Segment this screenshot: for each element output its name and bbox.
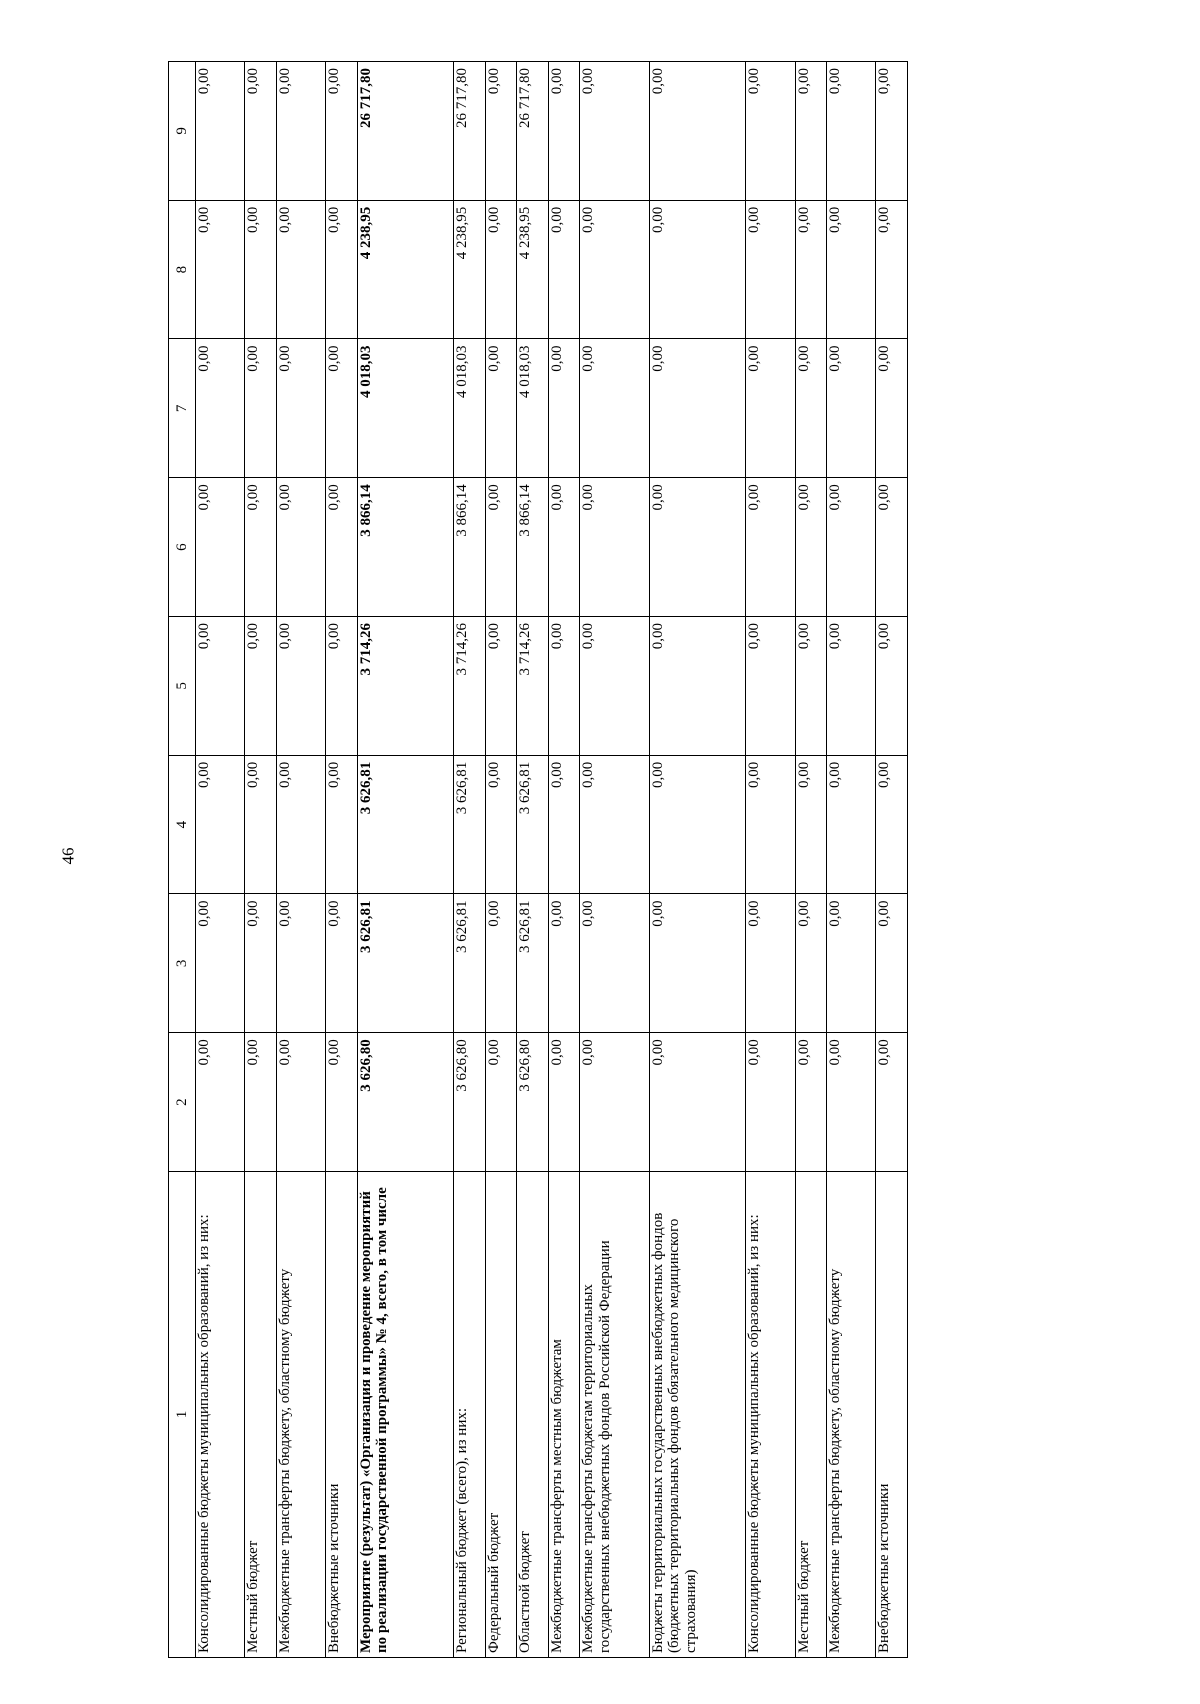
column-header: 2	[169, 1033, 196, 1172]
value-cell: 4 238,95	[454, 200, 485, 339]
header-row	[169, 62, 196, 1658]
budget-table	[168, 61, 908, 1658]
value-cell: 0,00	[485, 755, 516, 894]
value-cell: 0,00	[276, 1033, 325, 1172]
value-cell: 0,00	[795, 339, 826, 478]
value-cell: 0,00	[827, 478, 876, 617]
value-cell: 0,00	[548, 478, 579, 617]
column-header: 3	[169, 894, 196, 1033]
value-cell: 4 238,95	[517, 200, 548, 339]
value-cell: 0,00	[485, 617, 516, 756]
row-label: Консолидированные бюджеты муниципальных образований, из них:	[196, 1172, 245, 1658]
value-cell: 0,00	[196, 1033, 245, 1172]
value-cell: 3 626,80	[454, 1033, 485, 1172]
value-cell: 0,00	[580, 339, 650, 478]
value-cell: 0,00	[245, 62, 276, 201]
value-cell: 3 866,14	[517, 478, 548, 617]
value-cell: 0,00	[649, 617, 746, 756]
table-row	[326, 62, 357, 1658]
value-cell: 0,00	[326, 894, 357, 1033]
value-cell: 0,00	[548, 617, 579, 756]
value-cell: 0,00	[649, 755, 746, 894]
value-cell: 3 626,81	[517, 894, 548, 1033]
value-cell: 3 626,81	[454, 755, 485, 894]
value-cell: 0,00	[548, 339, 579, 478]
value-cell: 0,00	[876, 478, 908, 617]
table-body	[196, 62, 908, 1658]
value-cell: 0,00	[276, 200, 325, 339]
table-row	[485, 62, 516, 1658]
row-label: Бюджеты территориальных государственных внебюджетных фондов (бюджетных территориальных фондов обязательного медицинского страхования)	[649, 1172, 746, 1658]
value-cell: 3 714,26	[357, 617, 454, 756]
value-cell: 0,00	[795, 478, 826, 617]
value-cell: 3 626,80	[357, 1033, 454, 1172]
value-cell: 0,00	[580, 62, 650, 201]
row-label: Местный бюджет	[795, 1172, 826, 1658]
value-cell: 0,00	[245, 478, 276, 617]
value-cell: 0,00	[649, 62, 746, 201]
value-cell: 3 714,26	[454, 617, 485, 756]
value-cell: 0,00	[580, 478, 650, 617]
value-cell: 0,00	[245, 755, 276, 894]
value-cell: 0,00	[196, 62, 245, 201]
row-label: Межбюджетные трансферты бюджетам территориальных государственных внебюджетных фондов Российской Федерации	[580, 1172, 650, 1658]
value-cell: 0,00	[196, 755, 245, 894]
value-cell: 0,00	[746, 755, 795, 894]
value-cell: 0,00	[245, 1033, 276, 1172]
value-cell: 0,00	[876, 617, 908, 756]
row-label: Региональный бюджет (всего), из них:	[454, 1172, 485, 1658]
value-cell: 0,00	[196, 478, 245, 617]
value-cell: 0,00	[485, 1033, 516, 1172]
value-cell: 0,00	[649, 339, 746, 478]
row-label: Внебюджетные источники	[326, 1172, 357, 1658]
value-cell: 0,00	[795, 894, 826, 1033]
value-cell: 3 626,81	[454, 894, 485, 1033]
value-cell: 0,00	[746, 62, 795, 201]
value-cell: 0,00	[196, 339, 245, 478]
row-label: Внебюджетные источники	[876, 1172, 908, 1658]
value-cell: 3 714,26	[517, 617, 548, 756]
value-cell: 0,00	[326, 617, 357, 756]
value-cell: 4 018,03	[517, 339, 548, 478]
value-cell: 0,00	[580, 200, 650, 339]
value-cell: 0,00	[746, 339, 795, 478]
value-cell: 0,00	[746, 200, 795, 339]
value-cell: 4 238,95	[357, 200, 454, 339]
column-header: 1	[169, 1172, 196, 1658]
row-label: Консолидированные бюджеты муниципальных образований, из них:	[746, 1172, 795, 1658]
value-cell: 0,00	[580, 1033, 650, 1172]
value-cell: 0,00	[795, 62, 826, 201]
value-cell: 0,00	[548, 200, 579, 339]
value-cell: 0,00	[795, 755, 826, 894]
value-cell: 0,00	[580, 617, 650, 756]
value-cell: 0,00	[245, 339, 276, 478]
value-cell: 0,00	[876, 200, 908, 339]
value-cell: 0,00	[876, 62, 908, 201]
value-cell: 26 717,80	[357, 62, 454, 201]
value-cell: 0,00	[795, 200, 826, 339]
table-row	[245, 62, 276, 1658]
value-cell: 0,00	[276, 617, 325, 756]
value-cell: 0,00	[326, 1033, 357, 1172]
value-cell: 0,00	[876, 339, 908, 478]
value-cell: 0,00	[746, 617, 795, 756]
table-row	[827, 62, 876, 1658]
table-row	[357, 62, 454, 1658]
value-cell: 0,00	[649, 478, 746, 617]
value-cell: 0,00	[485, 62, 516, 201]
column-header: 5	[169, 617, 196, 756]
value-cell: 0,00	[326, 478, 357, 617]
column-header: 7	[169, 339, 196, 478]
value-cell: 0,00	[326, 755, 357, 894]
table-row	[196, 62, 245, 1658]
value-cell: 0,00	[876, 1033, 908, 1172]
row-label: Местный бюджет	[245, 1172, 276, 1658]
value-cell: 0,00	[276, 478, 325, 617]
page-number: 46	[58, 847, 78, 865]
value-cell: 0,00	[276, 339, 325, 478]
table-row	[454, 62, 485, 1658]
value-cell: 0,00	[276, 755, 325, 894]
value-cell: 3 626,80	[517, 1033, 548, 1172]
table-row	[746, 62, 795, 1658]
table-row	[795, 62, 826, 1658]
value-cell: 0,00	[827, 1033, 876, 1172]
value-cell: 0,00	[827, 339, 876, 478]
column-header: 8	[169, 200, 196, 339]
table-row	[876, 62, 908, 1658]
row-label: Межбюджетные трансферты местным бюджетам	[548, 1172, 579, 1658]
value-cell: 0,00	[485, 894, 516, 1033]
table-row	[517, 62, 548, 1658]
table-row	[276, 62, 325, 1658]
value-cell: 0,00	[276, 894, 325, 1033]
value-cell: 0,00	[276, 62, 325, 201]
value-cell: 0,00	[795, 617, 826, 756]
column-header: 6	[169, 478, 196, 617]
value-cell: 26 717,80	[454, 62, 485, 201]
column-header: 9	[169, 62, 196, 201]
value-cell: 0,00	[548, 62, 579, 201]
value-cell: 0,00	[876, 755, 908, 894]
value-cell: 0,00	[485, 200, 516, 339]
value-cell: 0,00	[196, 894, 245, 1033]
value-cell: 0,00	[548, 894, 579, 1033]
value-cell: 0,00	[827, 894, 876, 1033]
value-cell: 3 866,14	[454, 478, 485, 617]
column-header: 4	[169, 755, 196, 894]
value-cell: 0,00	[827, 755, 876, 894]
value-cell: 0,00	[746, 1033, 795, 1172]
value-cell: 0,00	[649, 1033, 746, 1172]
value-cell: 3 866,14	[357, 478, 454, 617]
value-cell: 0,00	[746, 894, 795, 1033]
value-cell: 3 626,81	[357, 755, 454, 894]
value-cell: 0,00	[245, 200, 276, 339]
value-cell: 4 018,03	[357, 339, 454, 478]
value-cell: 0,00	[827, 200, 876, 339]
value-cell: 0,00	[548, 1033, 579, 1172]
value-cell: 0,00	[649, 894, 746, 1033]
value-cell: 0,00	[485, 339, 516, 478]
value-cell: 0,00	[485, 478, 516, 617]
row-label: Мероприятие (результат) «Организация и проведение мероприятий по реализации государственной программы» № 4, всего, в том числе	[357, 1172, 454, 1658]
value-cell: 0,00	[649, 200, 746, 339]
value-cell: 0,00	[548, 755, 579, 894]
value-cell: 3 626,81	[357, 894, 454, 1033]
value-cell: 0,00	[827, 62, 876, 201]
row-label: Областной бюджет	[517, 1172, 548, 1658]
value-cell: 0,00	[580, 894, 650, 1033]
value-cell: 0,00	[580, 755, 650, 894]
value-cell: 0,00	[326, 200, 357, 339]
table-row	[580, 62, 650, 1658]
value-cell: 4 018,03	[454, 339, 485, 478]
value-cell: 0,00	[196, 200, 245, 339]
row-label: Межбюджетные трансферты бюджету, областному бюджету	[276, 1172, 325, 1658]
value-cell: 26 717,80	[517, 62, 548, 201]
row-label: Федеральный бюджет	[485, 1172, 516, 1658]
value-cell: 0,00	[876, 894, 908, 1033]
value-cell: 3 626,81	[517, 755, 548, 894]
value-cell: 0,00	[245, 617, 276, 756]
row-label: Межбюджетные трансферты бюджету, областному бюджету	[827, 1172, 876, 1658]
value-cell: 0,00	[827, 617, 876, 756]
value-cell: 0,00	[326, 62, 357, 201]
value-cell: 0,00	[326, 339, 357, 478]
table-row	[649, 62, 746, 1658]
value-cell: 0,00	[245, 894, 276, 1033]
value-cell: 0,00	[196, 617, 245, 756]
budget-table-container	[168, 62, 908, 1658]
table-row	[548, 62, 579, 1658]
value-cell: 0,00	[795, 1033, 826, 1172]
value-cell: 0,00	[746, 478, 795, 617]
